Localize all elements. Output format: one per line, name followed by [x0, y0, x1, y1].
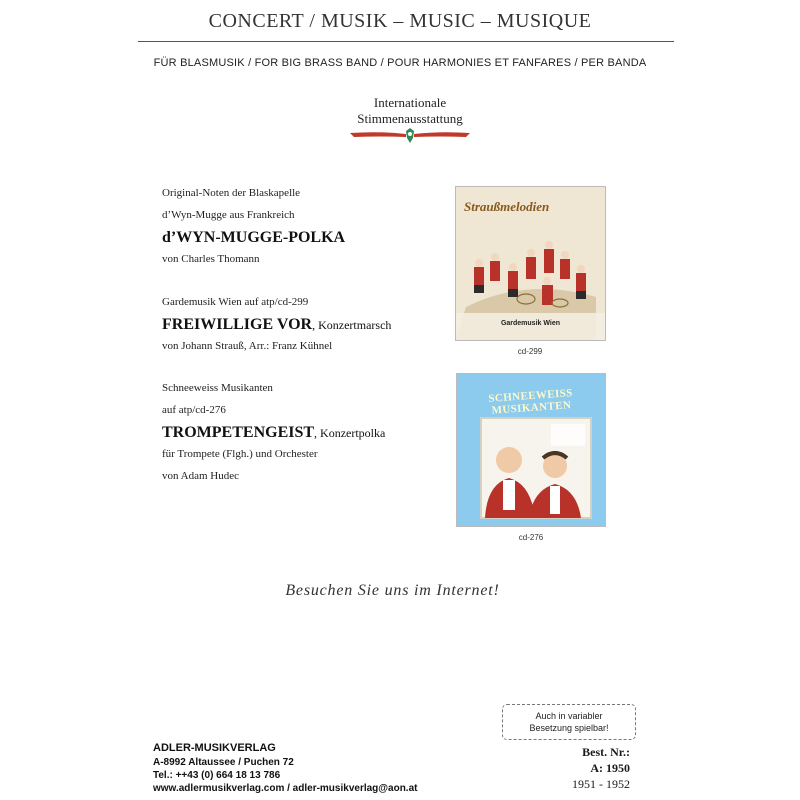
entry-2-intro: Gardemusik Wien auf atp/cd-299	[162, 296, 309, 308]
entry-3-credit-2: von Adam Hudec	[162, 470, 239, 482]
entry-2-subtitle: , Konzertmarsch	[312, 318, 392, 332]
order-number-label: Best. Nr.:	[582, 745, 630, 759]
entry-2-heading	[162, 316, 391, 334]
entry-3-subtitle: , Konzertpolka	[314, 426, 386, 440]
note-line-2: Besetzung spielbar!	[529, 723, 609, 733]
cd-cover-2-title: SCHNEEWEISS MUSIKANTEN	[488, 387, 574, 417]
header-divider	[138, 41, 674, 42]
cd-cover-2-caption: cd-276	[518, 533, 544, 542]
cd-cover-strauss	[455, 186, 606, 341]
entry-3-intro-2: auf atp/cd-276	[162, 404, 226, 416]
entry-1-credit: von Charles Thomann	[162, 253, 260, 265]
entry-3-title: TROMPETENGEIST	[162, 424, 315, 441]
logo-line-2: Stimmenausstattung	[357, 111, 463, 126]
order-number: A: 1950	[590, 761, 630, 775]
page-title: CONCERT / MUSIK – MUSIC – MUSIQUE	[208, 10, 592, 32]
order-years: 1951 - 1952	[572, 777, 630, 791]
cd-cover-1-band: Gardemusik Wien	[500, 320, 561, 327]
eagle-emblem-icon	[350, 128, 470, 144]
publisher-logo-text	[0, 95, 800, 127]
cd-cover-1-title: Straußmelodien	[464, 199, 550, 214]
entry-3-intro-1: Schneeweiss Musikanten	[162, 382, 273, 394]
publisher-web-link[interactable]: www.adlermusikverlag.com / adler-musikverlag@aon.at	[153, 783, 418, 794]
cd-cover-schneeweiss	[456, 373, 606, 527]
visit-website-text: Besuchen Sie uns im Internet!	[285, 582, 500, 599]
cd-cover-1-caption: cd-299	[517, 347, 543, 356]
note-line-1: Auch in variabler	[535, 711, 603, 721]
logo-line-1: Internationale	[373, 95, 447, 110]
entry-3-heading	[162, 424, 385, 442]
entry-1-intro-1: Original-Noten der Blaskapelle	[162, 187, 301, 199]
entry-1-title: d’WYN-MUGGE-POLKA	[162, 229, 346, 246]
entry-2-credit: von Johann Strauß, Arr.: Franz Kühnel	[162, 340, 333, 352]
entry-1-intro-2: d’Wyn-Mugge aus Frankreich	[162, 209, 295, 221]
publisher-name: ADLER-MUSIKVERLAG	[153, 742, 276, 754]
publisher-phone: Tel.: ++43 (0) 664 18 13 786	[153, 770, 281, 781]
entry-3-credit: für Trompete (Flgh.) und Orchester	[162, 448, 318, 460]
entry-2-title: FREIWILLIGE VOR	[162, 316, 313, 333]
category-subtitle: FÜR BLASMUSIK / FOR BIG BRASS BAND / POUR HARMONIES ET FANFARES / PER BANDA	[153, 57, 647, 69]
publisher-address: A-8992 Altaussee / Puchen 72	[153, 757, 294, 768]
variable-instrumentation-note	[502, 704, 636, 740]
